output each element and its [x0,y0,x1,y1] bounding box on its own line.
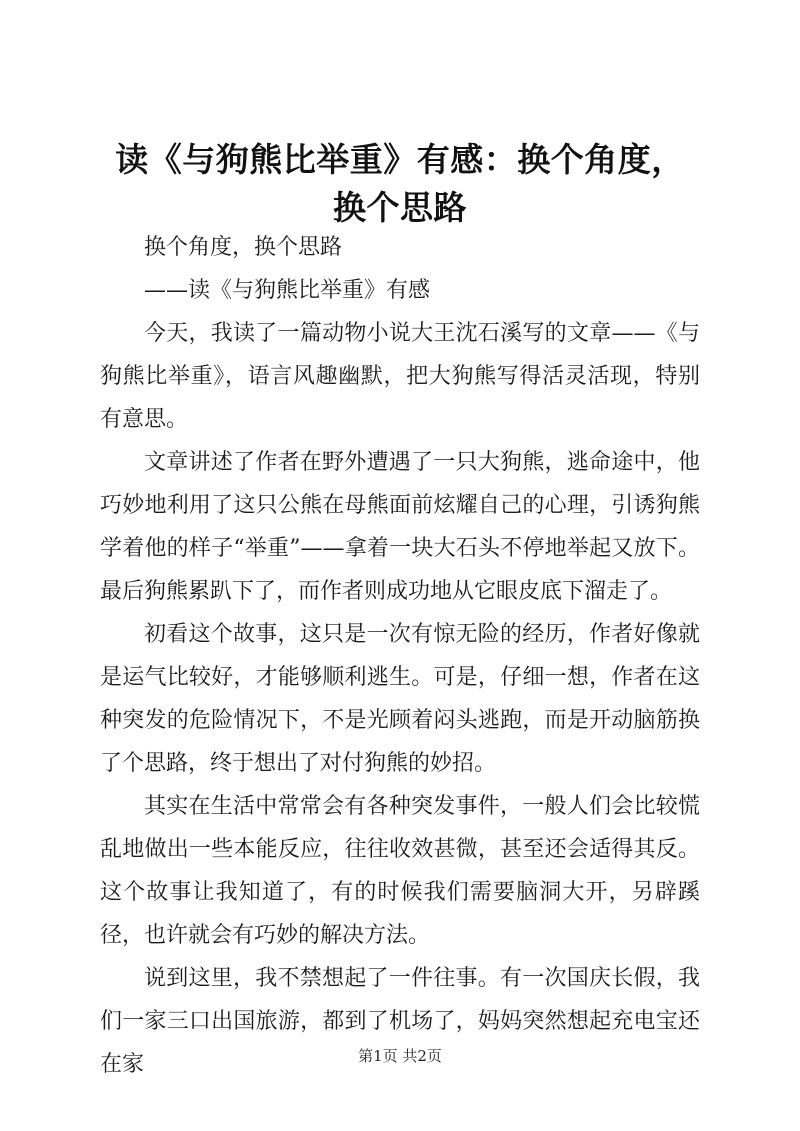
body-paragraph: 文章讲述了作者在野外遭遇了一只大狗熊，逃命途中，他巧妙地利用了这只公熊在母熊面前炫耀自己的心理，引诱狗熊学着他的样子“举重”——拿着一块大石头不停地举起又放下。最后狗熊累趴下了，而作者则成功地从它眼皮底下溜走了。 [100,450,700,604]
body-paragraph: 初看这个故事，这只是一次有惊无险的经历，作者好像就是运气比较好，才能够顺利逃生。可是，仔细一想，作者在这种突发的危险情况下，不是光顾着闷头逃跑，而是开动脑筋换了个思路，终于想出了对付狗熊的妙招。 [100,622,700,776]
document-title: 读《与狗熊比举重》有感：换个角度，换个思路 [115,140,685,227]
body-paragraph: 今天，我读了一篇动物小说大王沈石溪写的文章——《与狗熊比举重》，语言风趣幽默，把大狗熊写得活灵活现，特别有意思。 [100,321,700,432]
page-footer: 第1页 共2页 [358,1047,442,1065]
body-paragraph: 说到这里，我不禁想起了一件往事。有一次国庆长假，我们一家三口出国旅游，都到了机场了，妈妈突然想起充电宝还在家 [100,966,700,1077]
subtitle-line: 换个角度，换个思路 [144,235,343,260]
subtitle-source-line: ——读《与狗熊比举重》有感 [144,278,431,303]
document-body [100,226,700,1086]
body-paragraph: 其实在生活中常常会有各种突发事件，一般人们会比较慌乱地做出一些本能反应，往往收效甚微，甚至还会适得其反。这个故事让我知道了，有的时候我们需要脑洞大开，另辟蹊径，也许就会有巧妙的解决方法。 [100,794,700,948]
